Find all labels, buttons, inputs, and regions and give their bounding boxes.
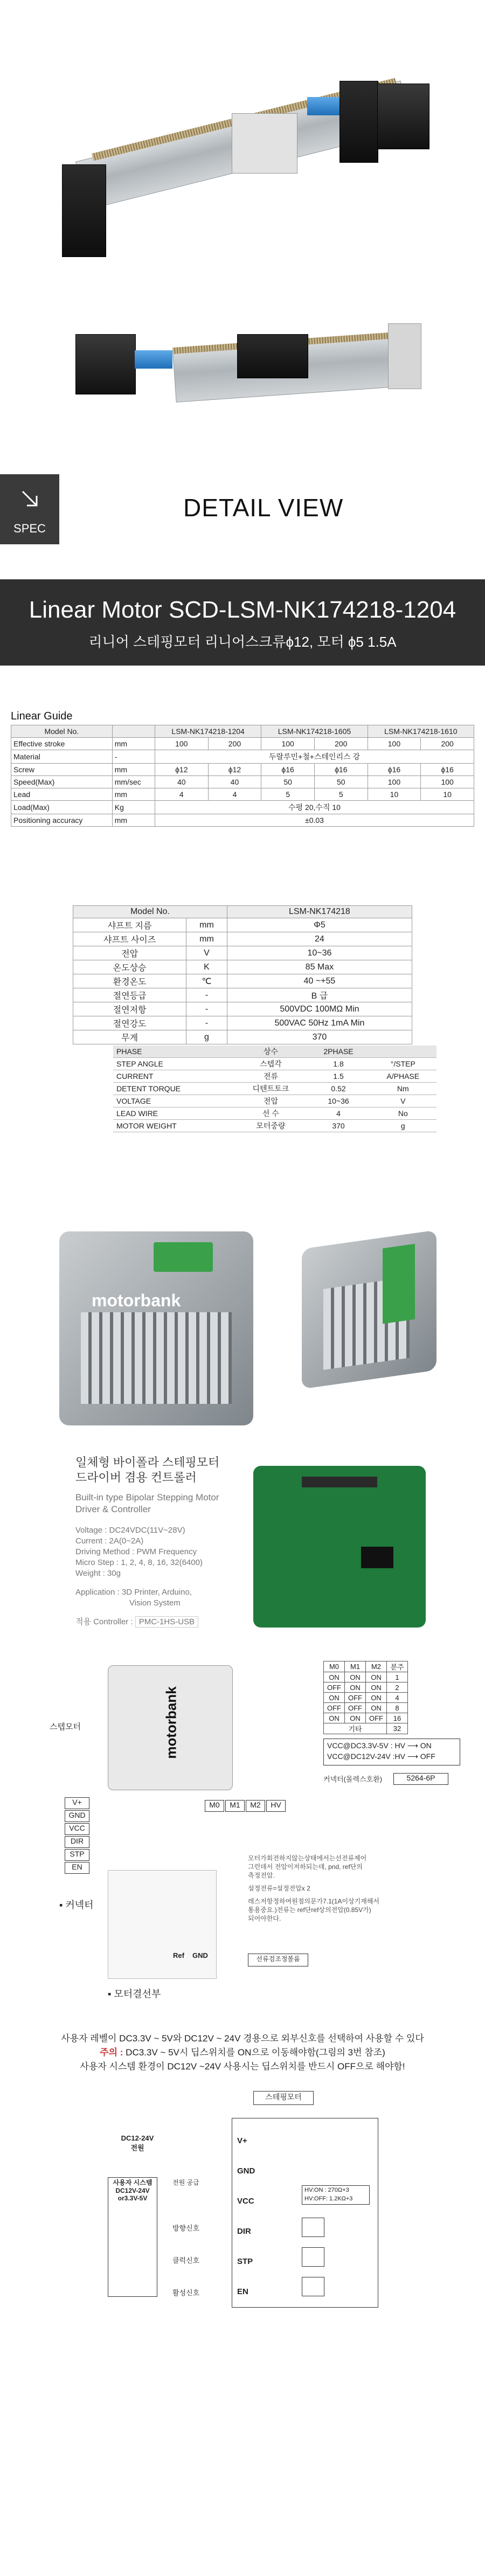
table-cell: g xyxy=(186,1030,227,1044)
gnd-label: GND xyxy=(192,1951,208,1959)
circuit-pin: EN xyxy=(237,2287,248,2296)
table-cell: 10~36 xyxy=(307,1095,369,1107)
table-cell: 1.5 xyxy=(307,1070,369,1083)
product-title: Linear Motor SCD-LSM-NK174218-1204 xyxy=(29,597,456,623)
side-note-line: 측정전압. xyxy=(248,1872,275,1879)
table-row xyxy=(11,801,474,814)
table-cell: 50 xyxy=(261,776,315,788)
carriage-block-2 xyxy=(237,334,308,378)
circuit-motor-box: 스테핑모터 xyxy=(253,2091,314,2105)
linear-guide-table xyxy=(11,725,474,827)
stepper-motor-2 xyxy=(75,334,136,394)
table-cell: 선 수 xyxy=(234,1107,307,1120)
arrow-down-right-icon xyxy=(19,488,41,510)
table-cell: ON xyxy=(324,1693,345,1703)
wiring-motor-label: 스텝모터 xyxy=(50,1722,81,1732)
table-cell: 기타 xyxy=(324,1723,387,1734)
driver-title-line: 일체형 바이폴라 스테핑모터 xyxy=(75,1456,220,1469)
table-cell: 40 ~+55 xyxy=(227,974,412,988)
table-cell: 절연강도 xyxy=(73,1016,186,1030)
vcc-line: VCC@DC3.3V-5V : HV ⟶ ON xyxy=(327,1741,432,1750)
origin-note-text: 모터결선부 xyxy=(114,1989,161,1999)
end-block-2 xyxy=(388,323,421,389)
origin-label: 선류검조정볼륨 xyxy=(248,1954,308,1966)
table-row xyxy=(73,946,412,960)
table-cell: VOLTAGE xyxy=(113,1095,234,1107)
switch-m1: M1 xyxy=(225,1800,245,1812)
table-cell: ON xyxy=(345,1713,366,1723)
table-cell: 370 xyxy=(307,1120,369,1132)
table-row xyxy=(73,1016,412,1030)
table-cell: Load(Max) xyxy=(11,801,113,814)
application-line: Application : 3D Printer, Arduino, xyxy=(75,1588,192,1597)
table-cell: ϕ12 xyxy=(208,764,261,776)
table-cell: ON xyxy=(345,1682,366,1693)
table-cell: 4 xyxy=(155,788,208,801)
signal-label: 방향신호 xyxy=(172,2224,200,2232)
table-cell: 85 Max xyxy=(227,960,412,974)
user-system-line: DC12V-24V xyxy=(115,2187,150,2194)
table-row xyxy=(11,725,474,738)
note-line: 사용자 레벨이 DC3.3V ~ 5V와 DC12V ~ 24V 경용으로 외부신호를 선택하여 사용할 수 있다 xyxy=(61,2033,424,2044)
table-cell: 1.8 xyxy=(307,1058,369,1070)
table-cell: 100 xyxy=(368,738,421,750)
driver-spec-line: Micro Step : 1, 2, 4, 8, 16, 32(6400) xyxy=(75,1558,203,1567)
vcc-note xyxy=(323,1739,460,1765)
driver-specs xyxy=(75,1525,203,1579)
driver-title-ko xyxy=(75,1455,219,1485)
table-cell: 100 xyxy=(261,738,315,750)
driver-spec-line: Weight : 30g xyxy=(75,1569,121,1578)
table-cell: STEP ANGLE xyxy=(113,1058,234,1070)
table-cell: OFF xyxy=(345,1693,366,1703)
table-cell: ON xyxy=(366,1672,387,1682)
product-photo-bottom xyxy=(0,302,485,463)
side-terminal xyxy=(383,1244,415,1324)
table-cell: Effective stroke xyxy=(11,738,113,750)
table-cell: 2 xyxy=(387,1682,408,1693)
table-cell: mm xyxy=(112,738,155,750)
table-row xyxy=(11,764,474,776)
table-cell: MOTOR WEIGHT xyxy=(113,1120,234,1132)
signal-label: 클럭신호 xyxy=(172,2256,200,2265)
table-cell: 0.52 xyxy=(307,1083,369,1095)
table-cell: 두랄루민+철+스테인리스 강 xyxy=(155,750,474,764)
table-cell: 5 xyxy=(314,788,368,801)
side-note-line: 되어야한다. xyxy=(248,1915,281,1922)
table-cell: °/STEP xyxy=(370,1058,436,1070)
table-cell: Speed(Max) xyxy=(11,776,113,788)
pin-gnd: GND xyxy=(65,1810,89,1822)
stepper-motor xyxy=(377,84,429,149)
side-note-line: 그런데서 전압이저하되는데, pnd, ref단의 xyxy=(248,1863,363,1871)
table-cell: No xyxy=(370,1107,436,1120)
table-cell: PHASE xyxy=(113,1045,234,1058)
table-cell: 10 xyxy=(368,788,421,801)
table-cell: K xyxy=(186,960,227,974)
table-cell: 무게 xyxy=(73,1030,186,1044)
circuit-pins xyxy=(237,2126,255,2307)
dip-switch-labels xyxy=(205,1800,286,1812)
spec-tab-label: SPEC xyxy=(13,522,46,535)
table-cell: OFF xyxy=(366,1713,387,1723)
table-cell: 100 xyxy=(368,776,421,788)
table-cell: ON xyxy=(324,1713,345,1723)
ref-label: Ref xyxy=(173,1951,184,1959)
driver-controller xyxy=(75,1617,198,1628)
table-row xyxy=(324,1661,408,1672)
table-row xyxy=(73,1030,412,1044)
table-cell: - xyxy=(186,1016,227,1030)
user-system-line: or3.3V-5V xyxy=(117,2194,148,2202)
table-row xyxy=(11,814,474,827)
optocoupler-2 xyxy=(302,2247,324,2267)
circuit-pin: V+ xyxy=(237,2136,247,2145)
table-cell: Material xyxy=(11,750,113,764)
table-row xyxy=(324,1723,408,1734)
table-cell: B 급 xyxy=(227,988,412,1002)
table-cell: M1 xyxy=(345,1661,366,1672)
table-cell: 상수 xyxy=(234,1045,307,1058)
table-cell: 전류 xyxy=(234,1070,307,1083)
pin-labels xyxy=(65,1797,89,1875)
table-cell: 분주 xyxy=(387,1661,408,1672)
driver-brand: motorbank xyxy=(92,1291,181,1310)
table-row xyxy=(324,1693,408,1703)
table-cell: Screw xyxy=(11,764,113,776)
table-cell: LSM-NK174218-1610 xyxy=(368,725,474,738)
hv-line: HV:OFF: 1.2KΩ+3 xyxy=(304,2196,353,2202)
pin-vcc: VCC xyxy=(65,1823,89,1835)
controller-label: 적용 Controller : xyxy=(75,1617,133,1626)
optocoupler-3 xyxy=(302,2277,324,2296)
pin-v-plus: V+ xyxy=(65,1797,89,1809)
side-note-line: 레스저항정하여원점의문가7.1(1A이상기재해서 xyxy=(248,1898,380,1905)
circuit-pin: STP xyxy=(237,2257,253,2266)
table-cell: ±0.03 xyxy=(155,814,474,827)
driver-pcb-photo xyxy=(253,1466,426,1628)
driver-spec-line: Voltage : DC24VDC(11V~28V) xyxy=(75,1526,185,1535)
table-row xyxy=(11,788,474,801)
table-cell: M2 xyxy=(366,1661,387,1672)
table-cell: Kg xyxy=(112,801,155,814)
linear-guide-label: Linear Guide xyxy=(11,710,73,722)
motor-spec-table xyxy=(73,905,412,1044)
pin-stp: STP xyxy=(65,1849,89,1861)
circuit-pin: DIR xyxy=(237,2227,251,2236)
table-cell: ON xyxy=(366,1693,387,1703)
carriage-block xyxy=(232,113,297,174)
power-line: DC12-24V xyxy=(121,2134,154,2142)
driver-title-line: 드라이버 겸용 컨트롤러 xyxy=(75,1471,197,1484)
table-row xyxy=(73,960,412,974)
table-cell: mm xyxy=(112,788,155,801)
table-cell: LSM-NK174218 xyxy=(227,906,412,918)
table-cell: 40 xyxy=(208,776,261,788)
table-cell: M0 xyxy=(324,1661,345,1672)
table-row xyxy=(113,1095,436,1107)
table-cell: 1 xyxy=(387,1672,408,1682)
table-row xyxy=(113,1120,436,1132)
table-cell: 16 xyxy=(387,1713,408,1723)
table-cell: 2PHASE xyxy=(307,1045,369,1058)
vcc-line: VCC@DC12V-24V :HV ⟶ OFF xyxy=(327,1752,435,1761)
driver-application xyxy=(75,1587,192,1609)
table-cell: ϕ16 xyxy=(314,764,368,776)
driver-title-en-line: Built-in type Bipolar Stepping Motor xyxy=(75,1492,219,1502)
spec-tab xyxy=(0,474,59,544)
side-note-line: 모터가회전하지않는상태에서는선전류제어 xyxy=(248,1854,367,1862)
table-cell: 200 xyxy=(208,738,261,750)
table-cell: LSM-NK174218-1605 xyxy=(261,725,368,738)
driver-side-photo xyxy=(302,1230,436,1389)
coupler xyxy=(307,97,340,115)
optocoupler-1 xyxy=(302,2218,324,2237)
side-note-line: 통용중요.)전류는 ref단ref상의전압(0.85V가) xyxy=(248,1906,371,1914)
table-cell: Model No. xyxy=(11,725,113,738)
table-cell: 절연저항 xyxy=(73,1002,186,1016)
table-cell: 샤프트 지름 xyxy=(73,918,186,932)
table-cell: 200 xyxy=(314,738,368,750)
table-cell: 100 xyxy=(421,776,474,788)
note-line xyxy=(0,2046,485,2060)
pin-en: EN xyxy=(65,1862,89,1874)
wiring-driver xyxy=(108,1665,233,1790)
microstep-table xyxy=(323,1661,408,1734)
table-cell: OFF xyxy=(324,1703,345,1713)
phase-spec-table xyxy=(113,1045,436,1132)
table-cell: 500VDC 100MΩ Min xyxy=(227,1002,412,1016)
table-cell: 수평 20,수직 10 xyxy=(155,801,474,814)
table-cell: 4 xyxy=(387,1693,408,1703)
table-cell: ON xyxy=(366,1682,387,1693)
product-photo-top xyxy=(0,0,485,302)
table-cell: 4 xyxy=(307,1107,369,1120)
switch-m2: M2 xyxy=(246,1800,265,1812)
power-tag: 전원 공급 xyxy=(172,2179,199,2186)
table-cell: 온도상승 xyxy=(73,960,186,974)
side-notes xyxy=(248,1854,420,1923)
signal-label: 활성신호 xyxy=(172,2289,200,2297)
circuit-signals xyxy=(172,2212,199,2309)
table-cell: Φ5 xyxy=(227,918,412,932)
connector-type-label: 커넥터(몰렉스호환) xyxy=(323,1775,383,1783)
table-cell: Model No. xyxy=(73,906,227,918)
circuit-pin: GND xyxy=(237,2166,255,2176)
table-cell: mm xyxy=(186,918,227,932)
table-row xyxy=(11,750,474,764)
table-cell: mm xyxy=(112,814,155,827)
table-cell: 200 xyxy=(421,738,474,750)
power-line: 전원 xyxy=(130,2144,144,2152)
hv-note xyxy=(302,2185,370,2205)
controller-model: PMC-1HS-USB xyxy=(135,1616,198,1628)
table-cell: mm xyxy=(186,932,227,946)
pcb-header xyxy=(302,1477,377,1487)
application-line: Vision System xyxy=(129,1598,181,1608)
table-cell: 8 xyxy=(387,1703,408,1713)
table-cell: - xyxy=(112,750,155,764)
table-cell: V xyxy=(186,946,227,960)
table-cell: 370 xyxy=(227,1030,412,1044)
table-row xyxy=(113,1107,436,1120)
table-cell: OFF xyxy=(324,1682,345,1693)
table-row xyxy=(113,1058,436,1070)
table-cell: 샤프트 사이즈 xyxy=(73,932,186,946)
pcb-chip xyxy=(361,1547,393,1568)
connector-model: 5264-6P xyxy=(393,1773,448,1785)
bottom-notes xyxy=(0,2032,485,2074)
note-line: 사용자 시스템 환경이 DC12V ~24V 사용시는 딥스위치를 반드시 OFF으로 해야함! xyxy=(80,2061,405,2072)
note-text: DC3.3V ~ 5V시 딥스위치를 ON으로 이동해야함(그림의 3번 참조) xyxy=(126,2047,385,2058)
table-cell: Lead xyxy=(11,788,113,801)
wiring-driver-brand: motorbank xyxy=(163,1686,179,1759)
table-row xyxy=(11,776,474,788)
hv-line: HV:ON : 270Ω+3 xyxy=(304,2187,349,2193)
table-row xyxy=(73,988,412,1002)
table-cell: LSM-NK174218-1204 xyxy=(155,725,261,738)
table-cell: 전압 xyxy=(73,946,186,960)
connector-note-text: 커넥터 xyxy=(65,1900,94,1910)
table-row xyxy=(113,1070,436,1083)
circuit-pin: VCC xyxy=(237,2197,254,2206)
table-cell: - xyxy=(186,988,227,1002)
driver-top-photo xyxy=(59,1231,253,1425)
table-cell: 스텝각 xyxy=(234,1058,307,1070)
table-cell: 24 xyxy=(227,932,412,946)
heatsink-fins xyxy=(81,1312,232,1404)
coupler-2 xyxy=(135,350,172,369)
table-cell: ℃ xyxy=(186,974,227,988)
user-system-box xyxy=(108,2177,157,2297)
table-cell: LEAD WIRE xyxy=(113,1107,234,1120)
origin-note: ▪ 모터결선부 xyxy=(108,1989,161,1999)
table-cell: A/PHASE xyxy=(370,1070,436,1083)
table-cell xyxy=(370,1045,436,1058)
table-cell: 환경온도 xyxy=(73,974,186,988)
pin-dir: DIR xyxy=(65,1836,89,1848)
table-cell xyxy=(112,725,155,738)
table-cell: DETENT TORQUE xyxy=(113,1083,234,1095)
table-cell: mm xyxy=(112,764,155,776)
pin-header-diagram xyxy=(108,1870,217,1979)
table-cell: V xyxy=(370,1095,436,1107)
end-block-left xyxy=(62,164,106,257)
table-row xyxy=(324,1682,408,1693)
switch-hv: HV xyxy=(266,1800,286,1812)
terminal-block xyxy=(154,1242,213,1272)
driver-title-en-line: Driver & Controller xyxy=(75,1504,151,1514)
table-cell: - xyxy=(186,1002,227,1016)
product-subtitle: 리니어 스테핑모터 리니어스크류ϕ12, 모터 ϕ5 1.5A xyxy=(88,634,397,650)
table-cell: 4 xyxy=(208,788,261,801)
table-cell: mm/sec xyxy=(112,776,155,788)
table-cell: CURRENT xyxy=(113,1070,234,1083)
table-row xyxy=(324,1703,408,1713)
table-row xyxy=(73,1002,412,1016)
table-cell: Nm xyxy=(370,1083,436,1095)
table-row xyxy=(73,906,412,918)
table-cell: 전압 xyxy=(234,1095,307,1107)
table-cell: 디텐트토크 xyxy=(234,1083,307,1095)
table-cell: ϕ16 xyxy=(368,764,421,776)
table-cell: 10~36 xyxy=(227,946,412,960)
table-cell: ϕ12 xyxy=(155,764,208,776)
table-row xyxy=(73,974,412,988)
table-cell: g xyxy=(370,1120,436,1132)
table-cell: 100 xyxy=(155,738,208,750)
driver-title-en xyxy=(75,1492,219,1515)
table-cell: 절연등급 xyxy=(73,988,186,1002)
table-cell: 50 xyxy=(314,776,368,788)
side-note-line: 설정전류=설정전압x 2 xyxy=(248,1885,310,1892)
power-label xyxy=(108,2134,167,2158)
table-row xyxy=(113,1083,436,1095)
table-cell: ON xyxy=(345,1672,366,1682)
table-cell: ϕ16 xyxy=(421,764,474,776)
table-cell: 모터중량 xyxy=(234,1120,307,1132)
table-row xyxy=(324,1713,408,1723)
table-row xyxy=(324,1672,408,1682)
switch-m0: M0 xyxy=(205,1800,224,1812)
driver-spec-line: Current : 2A(0~2A) xyxy=(75,1536,144,1546)
table-row xyxy=(73,918,412,932)
end-block-right xyxy=(340,81,378,163)
title-band xyxy=(0,579,485,666)
user-system-line: 사용자 시스템 xyxy=(113,2179,153,2186)
table-row xyxy=(73,932,412,946)
table-row xyxy=(11,738,474,750)
table-cell: ON xyxy=(366,1703,387,1713)
detail-title: DETAIL VIEW xyxy=(183,494,344,522)
table-cell: Positioning accuracy xyxy=(11,814,113,827)
driver-spec-line: Driving Method : PWM Frequency xyxy=(75,1547,197,1556)
table-cell: ON xyxy=(324,1672,345,1682)
table-cell: OFF xyxy=(345,1703,366,1713)
table-cell: ϕ16 xyxy=(261,764,315,776)
table-row xyxy=(113,1045,436,1058)
warn-prefix: 주의 : xyxy=(100,2047,123,2058)
table-cell: 40 xyxy=(155,776,208,788)
table-cell: 10 xyxy=(421,788,474,801)
table-cell: 500VAC 50Hz 1mA Min xyxy=(227,1016,412,1030)
connector-note: ▪ 커넥터 xyxy=(59,1900,94,1910)
table-cell: 32 xyxy=(387,1723,408,1734)
table-cell: 5 xyxy=(261,788,315,801)
